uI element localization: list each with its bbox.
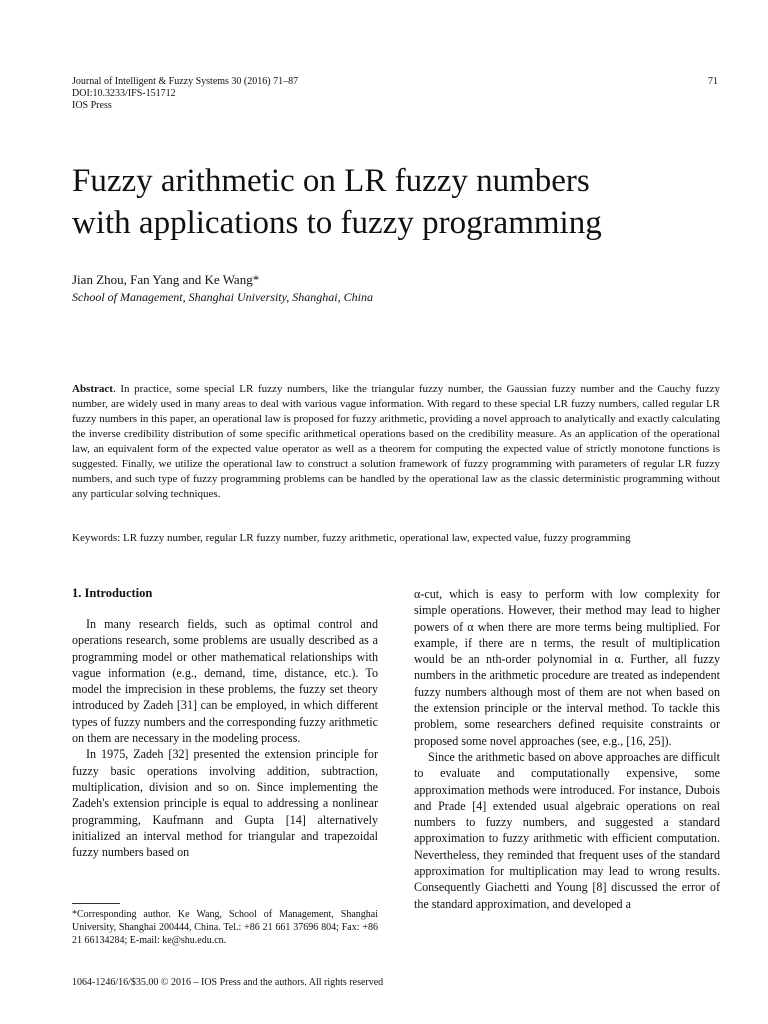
paragraph: α-cut, which is easy to perform with low complexity for simple operations. However, their method may lead to higher powers of α when there are more terms being multiplied. For example, if there are n terms, the result of multiplication would be an nth-order polynomial in α. Further, all fuzzy numbers in the arithmetic procedure are treated as independent fuzzy numbers although most of them are not when based on the extension principle or the interval method. To tackle this problem, some researchers defined requisite constraints or proposed some novel approaches (see, e.g., [16, 25]). bbox=[414, 587, 720, 748]
title-line-2: with applications to fuzzy programming bbox=[72, 205, 602, 241]
footnote: *Corresponding author. Ke Wang, School of Management, Shanghai University, Shanghai 200444, China. Tel.: +86 21 661 37696 804; Fax: +86 21 66134284; E-mail: ke@shu.edu.cn. bbox=[72, 909, 378, 946]
paragraph: In many research fields, such as optimal control and operations research, some problems are usually described as a programming model or other mathematical relationships with vague information (e.g., demand, time, distance, etc.). To model the imprecision in these problems, the fuzzy set theory introduced by Zadeh [31] can be employed, in which different types of fuzzy numbers and the corresponding fuzzy arithmetic on them are necessary in the modeling process. bbox=[72, 617, 378, 746]
page-number: 71 bbox=[708, 76, 718, 87]
abstract bbox=[72, 382, 720, 502]
paragraph: In 1975, Zadeh [32] presented the extension principle for fuzzy basic operations involving addition, subtraction, multiplication, division and so on. Since implementing the Zadeh's extension principle is equal to addressing a nonlinear programming, Kaufmann and Gupta [14] alternatively initialized an interval method for triangular and trapezoidal fuzzy numbers based on bbox=[72, 747, 378, 860]
paragraph: Since the arithmetic based on above approaches are difficult to evaluate and computationally expensive, some approximation methods were introduced. For instance, Dubois and Prade [4] extended usual algebraic operations on real numbers to fuzzy numbers, and suggested a standard approximation to fuzzy arithmetic with efficient computation. Nevertheless, they reminded that frequent uses of the standard approximation for multiplication may lead to wrong results. Consequently Giachetti and Young [8] discussed the error of the standard approximation, and developed a bbox=[414, 749, 720, 911]
footnote-divider bbox=[72, 903, 120, 904]
paper-title bbox=[72, 160, 712, 244]
left-column bbox=[72, 616, 378, 860]
authors: Jian Zhou, Fan Yang and Ke Wang* bbox=[72, 272, 260, 287]
journal-citation: Journal of Intelligent & Fuzzy Systems 30 (2016) 71–87 bbox=[72, 76, 299, 87]
journal-header bbox=[72, 76, 298, 112]
doi: DOI:10.3233/IFS-151712 bbox=[72, 88, 176, 99]
abstract-text: . In practice, some special LR fuzzy numbers, like the triangular fuzzy number, the Gaussian fuzzy number and the Cauchy fuzzy number, are widely used in many areas to deal with various vague information. With regard to these special LR fuzzy numbers, called regular LR fuzzy numbers in this paper, an operational law is proposed for fuzzy arithmetic, providing a novel approach to analytically and exactly calculating the inverse credibility distribution of some specific arithmetical operations based on the credibility measure. As an application of the operational law, an equivalent form of the expected value operator as well as a theorem for computing the expected value of strictly monotone functions is suggested. Finally, we utilize the operational law to construct a solution framework of fuzzy programming with parameters of regular LR fuzzy numbers, and such type of fuzzy programming problems can be handled by the operational law as the classic deterministic programming without any particular solving techniques. bbox=[72, 383, 720, 500]
keywords: Keywords: LR fuzzy number, regular LR fuzzy number, fuzzy arithmetic, operational law, expected value, fuzzy programming bbox=[72, 532, 631, 544]
section-heading: 1. Introduction bbox=[72, 586, 153, 600]
right-column bbox=[414, 586, 720, 912]
affiliation: School of Management, Shanghai University, Shanghai, China bbox=[72, 290, 373, 304]
copyright-footer: 1064-1246/16/$35.00 © 2016 – IOS Press and the authors. All rights reserved bbox=[72, 977, 384, 988]
abstract-label: Abstract bbox=[72, 383, 113, 395]
publisher: IOS Press bbox=[72, 100, 112, 111]
title-line-1: Fuzzy arithmetic on LR fuzzy numbers bbox=[72, 163, 590, 199]
